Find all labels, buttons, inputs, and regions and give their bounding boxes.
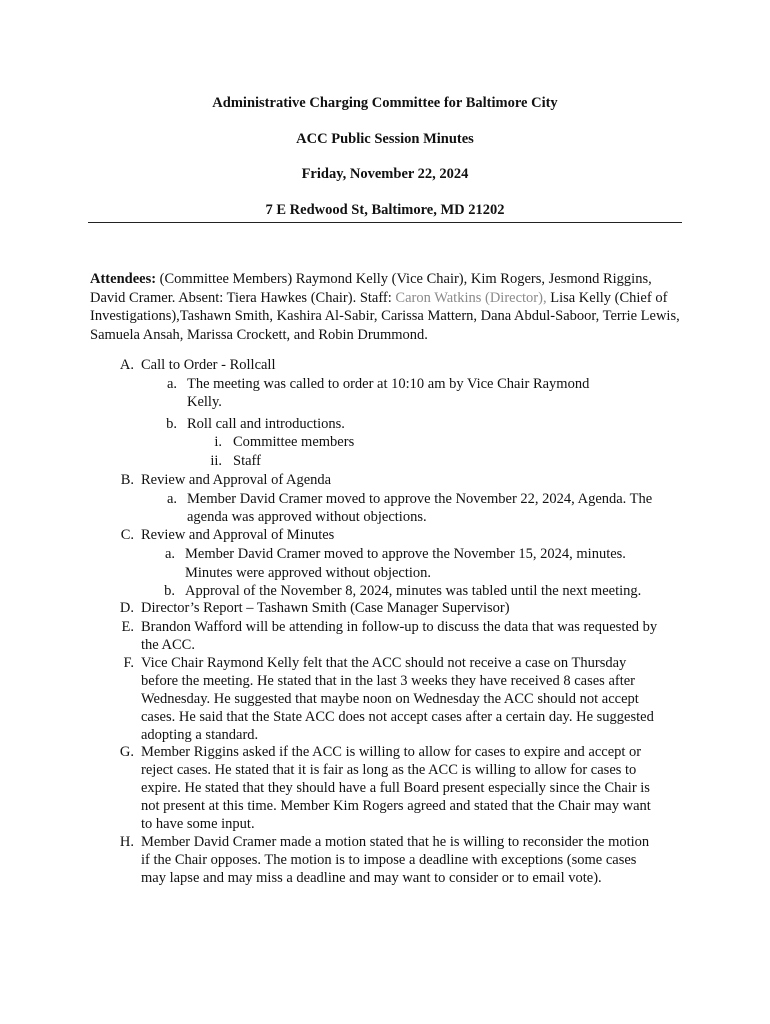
subsubitem-marker: i. bbox=[214, 434, 222, 450]
subsubitem-marker: ii. bbox=[210, 453, 222, 469]
agenda-item-f: before the meeting. He stated that in the last 3 weeks they have received 8 cases after bbox=[141, 673, 635, 689]
meeting-address: 7 E Redwood St, Baltimore, MD 21202 bbox=[265, 202, 505, 218]
agenda-item-f: cases. He said that the State ACC does not accept cases after a certain day. He suggested bbox=[141, 709, 654, 725]
agenda-marker: G. bbox=[119, 744, 134, 760]
document-title: Administrative Charging Committee for Baltimore City bbox=[212, 95, 558, 111]
agenda-item-f: adopting a standard. bbox=[141, 727, 259, 743]
subitem-marker: a. bbox=[166, 491, 177, 507]
agenda-item-g: to have some input. bbox=[141, 816, 255, 832]
session-title: ACC Public Session Minutes bbox=[296, 131, 474, 147]
agenda-item-a: Call to Order - Rollcall bbox=[141, 357, 276, 373]
agenda-marker: E. bbox=[121, 619, 134, 635]
attendees-label: Attendees: bbox=[90, 271, 157, 287]
agenda-marker: C. bbox=[120, 527, 134, 543]
meeting-date: Friday, November 22, 2024 bbox=[301, 166, 469, 182]
agenda-item-e: the ACC. bbox=[141, 637, 195, 653]
agenda-item-g: reject cases. He stated that it is fair as long as the ACC is willing to allow for cases to bbox=[141, 762, 637, 778]
agenda-item-f: Vice Chair Raymond Kelly felt that the ACC should not receive a case on Thursday bbox=[141, 655, 627, 671]
attendees-staff: Lisa Kelly (Chief of Investigations),Tashawn Smith, Kashira Al-Sabir, Carissa Mattern, Dana Abdul-Saboor, Terrie Lewis, Samuela Ansah, Marissa Crockett, and Robin Drummond. bbox=[90, 289, 680, 343]
agenda-item-f: Wednesday. He suggested that maybe noon on Wednesday the ACC should not accept bbox=[141, 691, 639, 707]
agenda-item-e: Brandon Wafford will be attending in follow-up to discuss the data that was requested by bbox=[141, 619, 658, 635]
subitem-line: The meeting was called to order at 10:10 am by Vice Chair Raymond bbox=[187, 376, 590, 392]
agenda-item-c: Review and Approval of Minutes bbox=[141, 527, 335, 543]
header-divider bbox=[88, 222, 682, 223]
subitem-line: Member David Cramer moved to approve the November 22, 2024, Agenda. The bbox=[187, 491, 653, 507]
agenda-item-d: Director’s Report – Tashawn Smith (Case Manager Supervisor) bbox=[141, 600, 510, 616]
agenda-marker: A. bbox=[119, 357, 134, 373]
subitem-line: Approval of the November 8, 2024, minutes was tabled until the next meeting. bbox=[185, 583, 642, 599]
agenda-item-h: if the Chair opposes. The motion is to impose a deadline with exceptions (some cases bbox=[141, 852, 637, 868]
agenda-item-g: Member Riggins asked if the ACC is willing to allow for cases to expire and accept or bbox=[141, 744, 642, 760]
agenda-marker: B. bbox=[120, 472, 134, 488]
subitem-marker: a. bbox=[166, 376, 177, 392]
subitem-line: Kelly. bbox=[187, 394, 222, 410]
agenda-item-g: not present at this time. Member Kim Rogers agreed and stated that the Chair may want bbox=[141, 798, 651, 814]
attendees-paragraph bbox=[90, 270, 686, 344]
agenda-marker: D. bbox=[119, 600, 134, 616]
agenda-marker: H. bbox=[119, 834, 134, 850]
subitem-line: agenda was approved without objections. bbox=[187, 509, 427, 525]
subitem-marker: b. bbox=[164, 583, 175, 599]
subsubitem-line: Staff bbox=[233, 453, 261, 469]
agenda-item-h: Member David Cramer made a motion stated that he is willing to reconsider the motion bbox=[141, 834, 650, 850]
agenda-item-g: expire. He stated that they should have a full Board present especially since the Chair is bbox=[141, 780, 650, 796]
agenda-item-b: Review and Approval of Agenda bbox=[141, 472, 332, 488]
agenda-marker: F. bbox=[123, 655, 134, 671]
agenda-item-h: may lapse and may miss a deadline and may want to consider or to email vote). bbox=[141, 870, 602, 886]
subsubitem-line: Committee members bbox=[233, 434, 355, 450]
attendees-members: (Committee Members) Raymond Kelly (Vice Chair), Kim Rogers, Jesmond Riggins, David Cramer. Absent: Tiera Hawkes (Chair). Staff: bbox=[90, 271, 652, 306]
subitem-line: Roll call and introductions. bbox=[187, 416, 345, 432]
subitem-line: Minutes were approved without objection. bbox=[185, 565, 432, 581]
subitem-marker: b. bbox=[166, 416, 177, 432]
attendees-director: Caron Watkins (Director), bbox=[395, 289, 547, 306]
subitem-marker: a. bbox=[164, 546, 175, 562]
subitem-line: Member David Cramer moved to approve the November 15, 2024, minutes. bbox=[185, 546, 626, 562]
